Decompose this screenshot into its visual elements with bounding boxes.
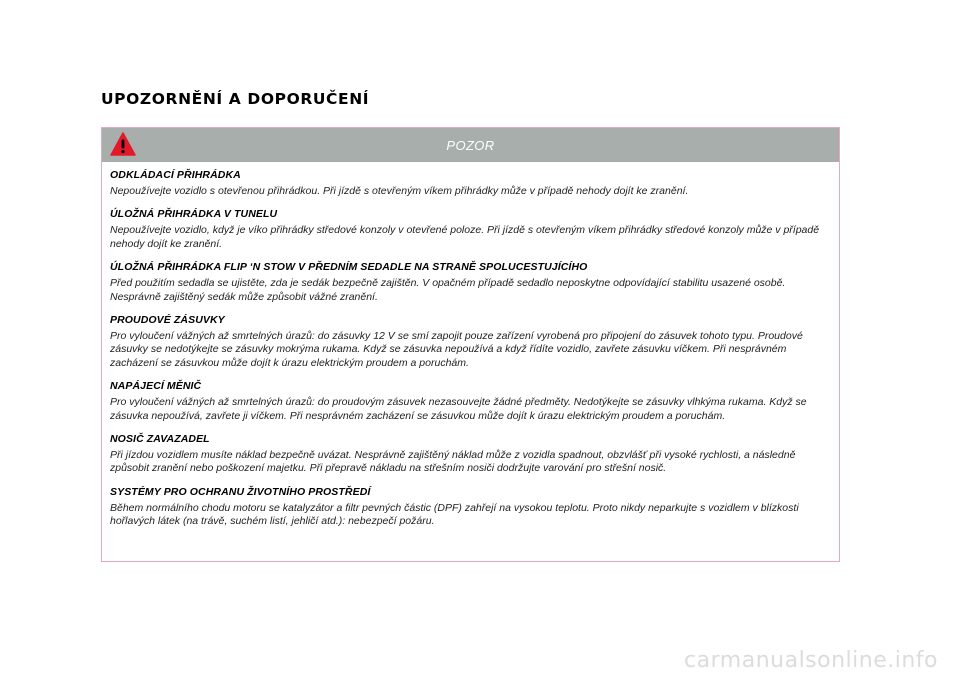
warning-title: POZOR [446,138,495,153]
section-title: ÚLOŽNÁ PŘIHRÁDKA V TUNELU [110,208,278,221]
section-title: PROUDOVÉ ZÁSUVKY [110,314,225,327]
section-text: Pro vyloučení vážných až smrtelných úrazů: do zásuvky 12 V se smí zapojit pouze zařízení vyrobená pro připojení do zásuvek tohoto typu. Proudové zásuvky se nedotýkejte se zásuvky mokrýma rukama. Když se zásuvka nepoužívá a když řídíte vozidlo, zavřete zásuvku víčkem. Při nesprávném zacházení se zásuvkou může dojít k úrazu elektrickým proudem a poruchám. [110,330,803,369]
section-text: Před použitím sedadla se ujistěte, zda je sedák bezpečně zajištěn. V opačném případě sedadlo neposkytne odpovídající stabilitu usazené osobě. Nesprávně zajištěný sedák může způsobit vážné zranění. [110,277,786,303]
section-title: NOSIČ ZAVAZADEL [110,433,210,446]
section-title: SYSTÉMY PRO OCHRANU ŽIVOTNÍHO PROSTŘEDÍ [110,485,371,498]
section-power-outlets [110,313,831,370]
section-title: ÚLOŽNÁ PŘIHRÁDKA FLIP ‘N STOW V PŘEDNÍM SEDADLE NA STRANĚ SPOLUCESTUJÍCÍHO [110,261,588,274]
section-roof-rack [110,432,831,476]
section-text: Pro vyloučení vážných až smrtelných úrazů: do proudovým zásuvek nezasouvejte žádné předměty. Nedotýkejte se zásuvky vlhkýma rukama. Když se zásuvka nepoužívá, zavřete ji víčkem. Při nesprávném zacházení se zásuvkou může dojít k úrazu elektrickým proudem a poruchám. [110,396,807,422]
section-title: ODKLÁDACÍ PŘIHRÁDKA [110,169,241,181]
warning-box [101,127,840,562]
section-text: Při jízdou vozidlem musíte náklad bezpečně uvázat. Nesprávně zajištěný náklad může z vozidla spadnout, obzvlášť při vysoké rychlosti, a následně způsobit zranění nebo poškození majetku. Při přepravě nákladu na střešním nosiči dodržujte varování pro střešní nosič. [110,449,796,475]
section-text: Během normálního chodu motoru se katalyzátor a filtr pevných částic (DPF) zahřejí na vysokou teplotu. Proto nikdy neparkujte s vozidlem v blízkosti hořlavých látek (na trávě, suchém listí, jehličí atd.): nebezpečí požáru. [110,501,799,528]
section-environment-systems [110,485,831,529]
section-text: Nepoužívejte vozidlo s otevřenou přihrádkou. Při jízdě s otevřeným víkem přihrádky může v případě nehody dojít ke zranění. [110,185,689,197]
section-tunnel-compartment [110,207,831,251]
warning-content [102,162,839,529]
warning-header [102,128,839,162]
section-storage-compartment [110,168,831,198]
section-text: Nepoužívejte vozidlo, když je víko přihrádky středové konzoly v otevřené poloze. Při jízdě s otevřeným víkem přihrádky středové konzoly může v případě nehody dojít ke zranění. [110,224,820,250]
section-flip-n-stow [110,260,831,304]
watermark: carmanualsonline.info [684,648,938,673]
section-title: NAPÁJECÍ MĚNIČ [110,380,202,393]
page-heading: UPOZORNĚNÍ A DOPORUČENÍ [101,90,370,108]
section-power-inverter [110,379,831,423]
